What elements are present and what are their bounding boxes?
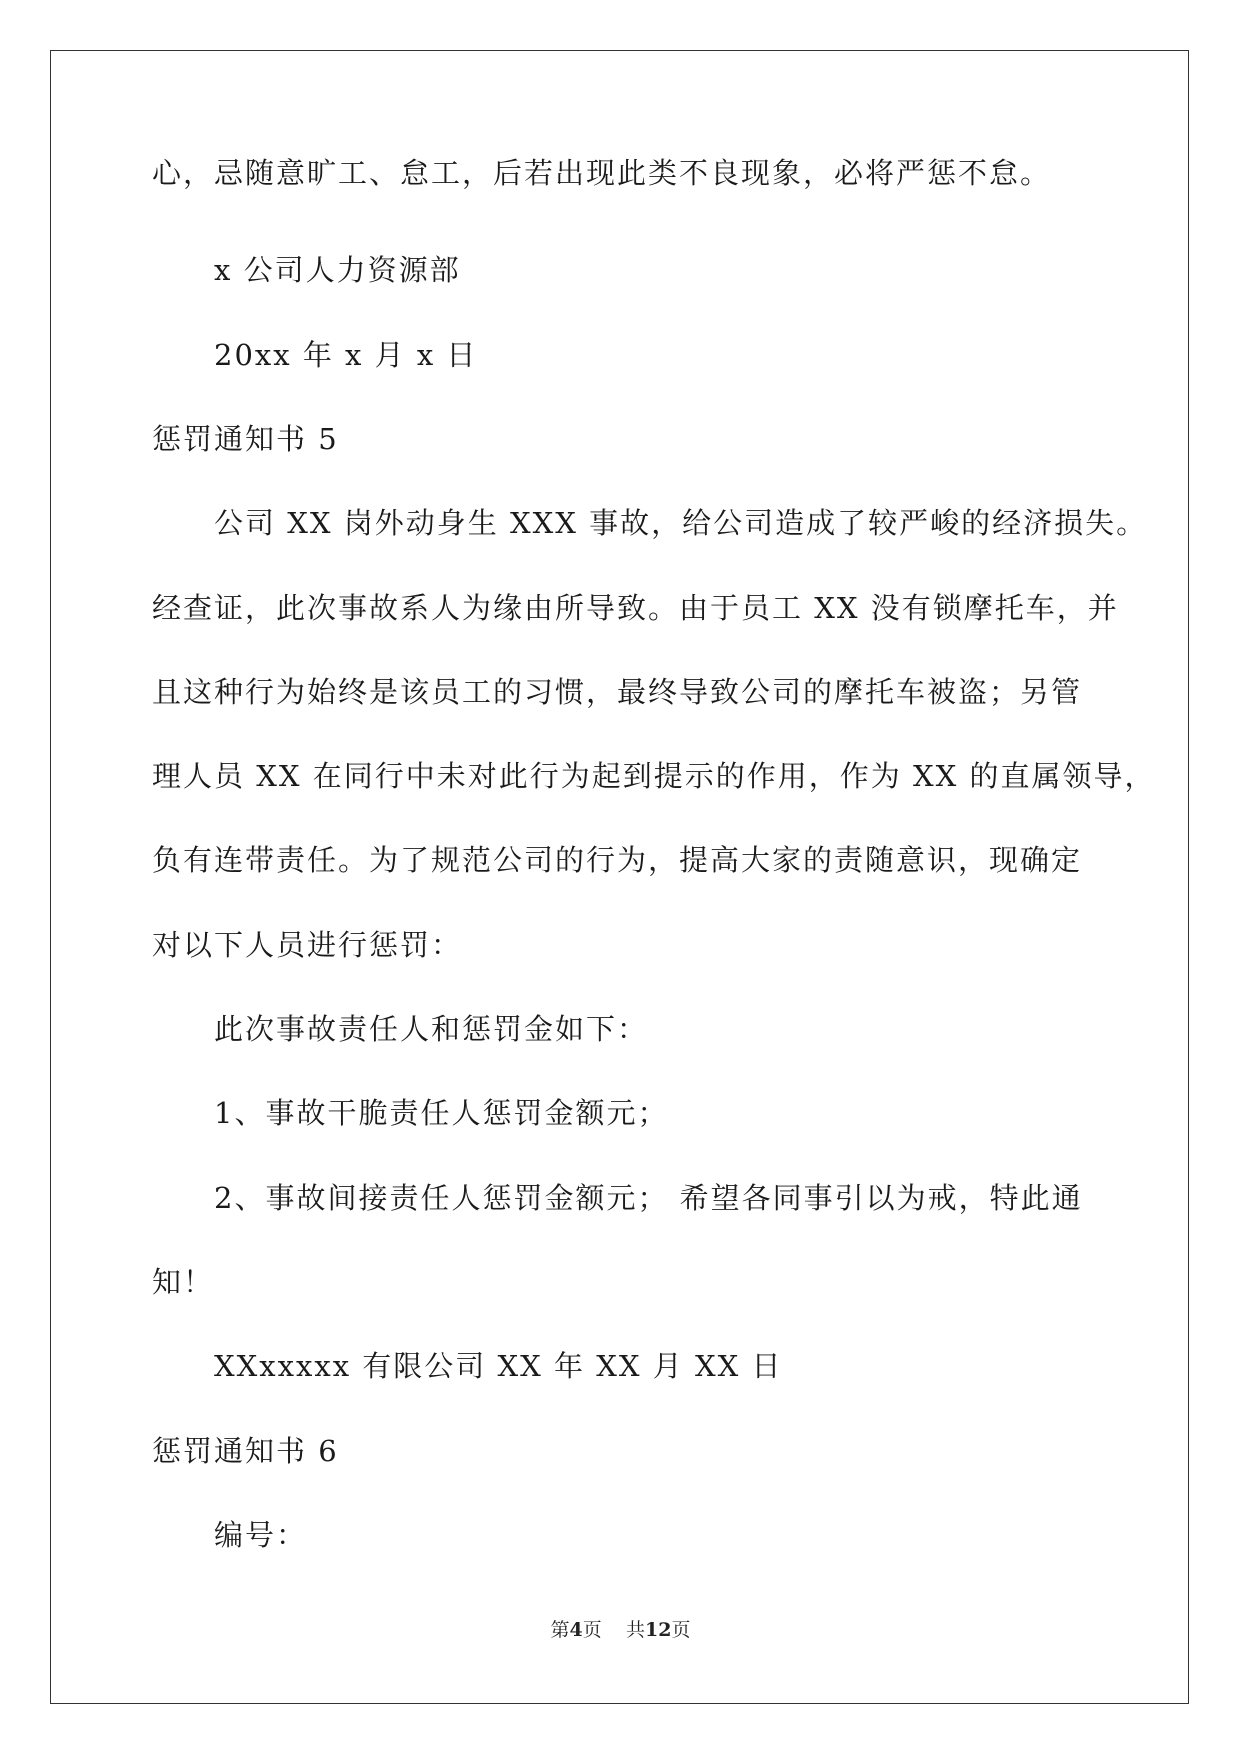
- body-line-1: 心，忌随意旷工、怠工，后若出现此类不良现象，必将严惩不怠。: [152, 156, 1052, 190]
- footer-prefix: 第: [550, 1619, 570, 1641]
- body-line-8: 理人员 XX 在同行中未对此行为起到提示的作用，作为 XX 的直属领导，: [152, 759, 1156, 793]
- body-line-5: 公司 XX 岗外动身生 XXX 事故，给公司造成了较严峻的经济损失。: [214, 506, 1148, 540]
- footer-page-number: 4: [569, 1619, 583, 1641]
- body-line-11: 此次事故责任人和惩罚金如下：: [214, 1012, 649, 1046]
- section-title-6: 惩罚通知书 6: [152, 1434, 339, 1468]
- body-line-7: 且这种行为始终是该员工的习惯，最终导致公司的摩托车被盗；另管: [152, 675, 1083, 709]
- footer-total-suffix: 页: [671, 1619, 691, 1641]
- footer-total-pages: 12: [644, 1619, 672, 1641]
- body-line-10: 对以下人员进行惩罚：: [152, 928, 463, 962]
- body-line-9: 负有连带责任。为了规范公司的行为，提高大家的责随意识，现确定: [152, 843, 1083, 877]
- page-footer: [0, 1618, 1241, 1642]
- signature-line: XXxxxxx 有限公司 XX 年 XX 月 XX 日: [214, 1349, 783, 1383]
- body-line-6: 经查证，此次事故系人为缘由所导致。由于员工 XX 没有锁摩托车，并: [152, 591, 1119, 625]
- number-label: 编号：: [214, 1518, 308, 1552]
- body-line-14: 知！: [152, 1265, 215, 1299]
- footer-page-suffix: 页: [582, 1619, 602, 1641]
- list-item-2: 2、事故间接责任人惩罚金额元； 希望各同事引以为戒，特此通: [214, 1181, 1083, 1215]
- issuer-department: x 公司人力资源部: [214, 253, 461, 287]
- section-title-5: 惩罚通知书 5: [152, 422, 339, 456]
- footer-total-prefix: 共: [625, 1619, 645, 1641]
- list-item-1: 1、事故干脆责任人惩罚金额元；: [214, 1096, 669, 1130]
- issue-date: 20xx 年 x 月 x 日: [214, 338, 478, 372]
